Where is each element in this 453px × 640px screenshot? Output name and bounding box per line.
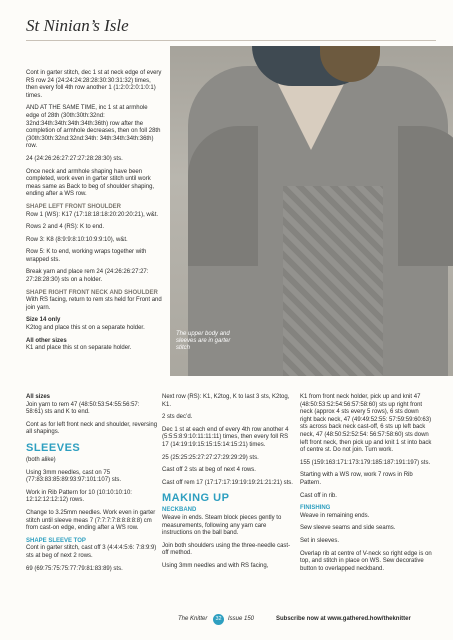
paragraph: Row 1 (WS): K17 (17:18:18:18:20:20:20:21), w&t. bbox=[26, 211, 159, 218]
paragraph: Cont in garter stitch, dec 1 st at neck edge of every RS row 24 (24:24:24:28:28:30:30:31:32) times, then every foll 4th row another 1 (1:2:0:2:0:1:0:1) times. bbox=[26, 70, 162, 99]
paragraph: 24 (24:26:26:27:27:27:28:28:30) sts. bbox=[26, 155, 123, 162]
paragraph: AND AT THE SAME TIME, inc 1 st at armhole edge of 28th (30th:30th:32nd: 32nd:34th:34th:34th:34th:36th) row after the completion of armhole decreases, then on foll 28th (30th:30th:32nd:32nd:34th: 34th:34th:34th:36th) row. bbox=[26, 105, 161, 150]
paragraph: Sew sleeve seams and side seams. bbox=[300, 525, 396, 532]
page-title: St Ninian’s Isle bbox=[26, 16, 129, 35]
paragraph: Change to 3.25mm needles. Work even in garter stitch until sleeve meas 7 (7:7:7:7:8:8:8:8:8) cm from cast-on edge, ending after a WS row. bbox=[26, 509, 156, 532]
paragraph: Cast off in rib. bbox=[300, 492, 337, 499]
subsection-heading: SHAPE SLEEVE TOP bbox=[26, 537, 86, 544]
page-number: 32 bbox=[213, 614, 224, 625]
paragraph: Cont in garter stitch, cast off 3 (4:4:4:5:6: 7:8:9:9) sts at beg of next 2 rows. bbox=[26, 545, 157, 559]
paragraph: Set in sleeves. bbox=[300, 537, 340, 544]
subscribe-link[interactable]: Subscribe now at www.gathered.how/theknitter bbox=[276, 616, 411, 622]
paragraph: Starting with a WS row, work 7 rows in Rib Pattern. bbox=[300, 472, 413, 486]
text-column-2 bbox=[162, 394, 294, 576]
paragraph: Break yarn and place rem 24 (24:26:26:27:27: 27:28:28:30) sts on a holder. bbox=[26, 269, 149, 284]
paragraph: Rows 2 and 4 (RS): K to end. bbox=[26, 224, 105, 231]
paragraph: 25 (25:25:25:27:27:27:29:29:29) sts. bbox=[162, 454, 259, 461]
paragraph: Join both shoulders using the three-needle cast-off method. bbox=[162, 542, 291, 557]
paragraph: (both alike) bbox=[26, 456, 56, 463]
text-column-top bbox=[26, 70, 162, 358]
paragraph: Work in Rib Pattern for 10 (10:10:10:10: 12:12:12:12:12) rows. bbox=[26, 489, 132, 504]
issue-number: Issue 150 bbox=[228, 616, 255, 622]
paragraph: Once neck and armhole shaping have been completed, work even in garter stitch until work meas same as Back to beg of shoulder shaping, ending after a WS row. bbox=[26, 168, 155, 198]
paragraph: Cast off rem 17 (17:17:17:19:19:19:21:21:21) sts. bbox=[162, 479, 293, 486]
lace-panel bbox=[283, 186, 383, 376]
paragraph: 69 (69:75:75:75:77:79:81:83:89) sts. bbox=[26, 565, 123, 572]
text-column-3 bbox=[300, 394, 432, 578]
paragraph: Overlap rib at centre of V-neck so right edge is on top, and stitch in place on WS. Sew decorative button to overlapped neckband. bbox=[300, 550, 432, 572]
size-heading: All sizes bbox=[26, 394, 51, 400]
paragraph: Using 3mm needles and with RS facing, bbox=[162, 562, 269, 569]
size-heading: All other sizes bbox=[26, 337, 67, 344]
section-title: SLEEVES bbox=[26, 441, 81, 454]
right-sleeve bbox=[398, 126, 453, 266]
paragraph: Row 5: K to end, working wraps together with wrapped sts. bbox=[26, 249, 147, 263]
sweater-photo bbox=[170, 46, 453, 376]
section-title: MAKING UP bbox=[162, 492, 230, 505]
text-column-1 bbox=[26, 394, 158, 578]
paragraph: 155 (159:163:171:173:179:185:187:191:197) sts. bbox=[300, 459, 431, 466]
paragraph: 2 sts dec’d. bbox=[162, 414, 193, 421]
subsection-heading: NECKBAND bbox=[162, 507, 197, 514]
paragraph: Dec 1 st at each end of every 4th row another 4 (5:5:5:8:9:10:11:11:11) times, then every foll RS 17 (14:19:19:15:15:15:14:15:21) times. bbox=[162, 426, 289, 448]
paragraph: K1 and place this st on separate holder. bbox=[26, 345, 132, 352]
magazine-name: The Knitter bbox=[178, 616, 208, 622]
paragraph: Next row (RS): K1, K2tog, K to last 3 sts, K2tog, K1. bbox=[162, 394, 290, 408]
paragraph: Cont as for left front neck and shoulder, reversing all shapings. bbox=[26, 421, 158, 436]
paragraph: Weave in remaining ends. bbox=[300, 512, 370, 519]
photo-caption: The upper body and sleeves are in garter stitch bbox=[176, 331, 231, 351]
paragraph: Join yarn to rem 47 (48:50:53:54:55:56:57: 58:61) sts and K to end. bbox=[26, 401, 140, 416]
page-footer bbox=[0, 614, 453, 628]
paragraph: With RS facing, return to rem sts held for Front and join yarn. bbox=[26, 297, 162, 311]
paragraph: Cast off 2 sts at beg of next 4 rows. bbox=[162, 467, 256, 474]
left-sleeve bbox=[188, 126, 258, 266]
size-heading: Size 14 only bbox=[26, 317, 61, 324]
paragraph: Weave in ends. Steam block pieces gently to measurements, following any yarn care instructions on the ball band. bbox=[162, 514, 282, 537]
subsection-heading: FINISHING bbox=[300, 505, 331, 512]
paragraph: K1 from front neck holder, pick up and knit 47 (48:50:53:52:54:56:57:58:60) sts up right front neck (approx 4 sts every 5 rows), 6 sts down right back neck, 47 (49:49:52:55: 57:59:59:60:63) sts across back neck cast-off, 6 sts up left back neck, 47 (48:50:52:52:54: 56:57:58:60) sts down left front neck, then pick up and knit 1 st into back of centre st. Do not join. Turn work. bbox=[300, 394, 432, 454]
paragraph: Using 3mm needles, cast on 75 (77:83:83:85:89:93:97:101:107) sts. bbox=[26, 469, 122, 484]
paragraph: K2tog and place this st on a separate holder. bbox=[26, 325, 145, 332]
section-heading: SHAPE LEFT FRONT SHOULDER bbox=[26, 203, 122, 210]
paragraph: Row 3: K8 (8:9:9:8:10:10:9:9:10), w&t. bbox=[26, 236, 128, 243]
title-divider bbox=[26, 40, 436, 41]
section-heading: SHAPE RIGHT FRONT NECK AND SHOULDER bbox=[26, 289, 158, 296]
